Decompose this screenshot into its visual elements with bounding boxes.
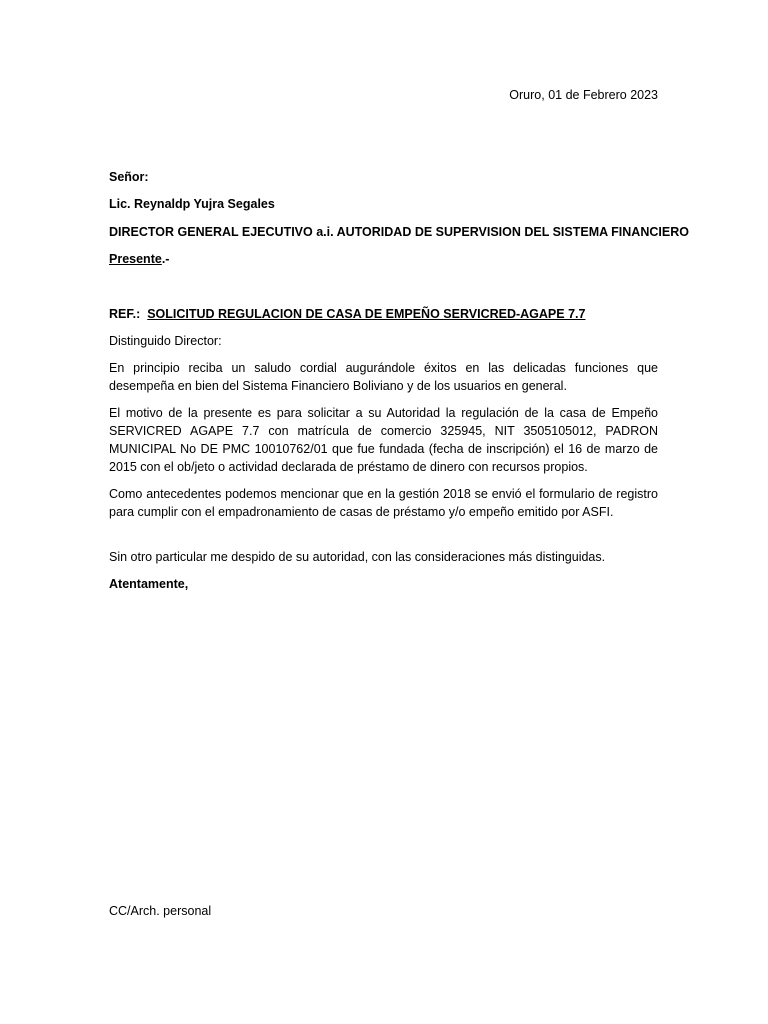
ref-subject: SOLICITUD REGULACION DE CASA DE EMPEÑO SERVICRED-AGAPE 7.7 (147, 307, 586, 321)
closing: Atentamente, (109, 577, 189, 591)
presente-suffix: .- (161, 252, 170, 266)
cc-note: CC/Arch. personal (109, 904, 212, 918)
paragraph-farewell: Sin otro particular me despido de su autoridad, con las consideraciones más distinguidas. (109, 550, 606, 564)
salutation: Señor: (109, 170, 149, 184)
recipient-title: DIRECTOR GENERAL EJECUTIVO a.i. AUTORIDAD DE SUPERVISION DEL SISTEMA FINANCIERO (109, 225, 689, 239)
presente-line (109, 250, 169, 268)
paragraph-background: Como antecedentes podemos mencionar que en la gestión 2018 se envió el formulario de registro para cumplir con el empadronamiento de casas de préstamo y/o empeño emitido por ASFI. (109, 487, 658, 519)
recipient-name: Lic. Reynaldp Yujra Segales (109, 197, 275, 211)
presente-label: Presente (109, 252, 162, 266)
paragraph-intro: En principio reciba un saludo cordial augurándole éxitos en las delicadas funciones que desempeña en bien del Sistema Financiero Boliviano y de los usuarios en general. (109, 361, 658, 393)
greeting: Distinguido Director: (109, 334, 222, 348)
paragraph-request: El motivo de la presente es para solicitar a su Autoridad la regulación de la casa de Empeño SERVICRED AGAPE 7.7 con matrícula de comercio 325945, NIT 3505105012, PADRON MUNICIPAL No DE PMC 10010762/01 que fue fundada (fecha de inscripción) el 16 de marzo de 2015 con el ob/jeto o actividad declarada de préstamo de dinero con recursos propios. (109, 406, 658, 474)
ref-label: REF.: (109, 307, 141, 321)
reference-line (109, 305, 585, 323)
letter-date: Oruro, 01 de Febrero 2023 (509, 88, 658, 102)
